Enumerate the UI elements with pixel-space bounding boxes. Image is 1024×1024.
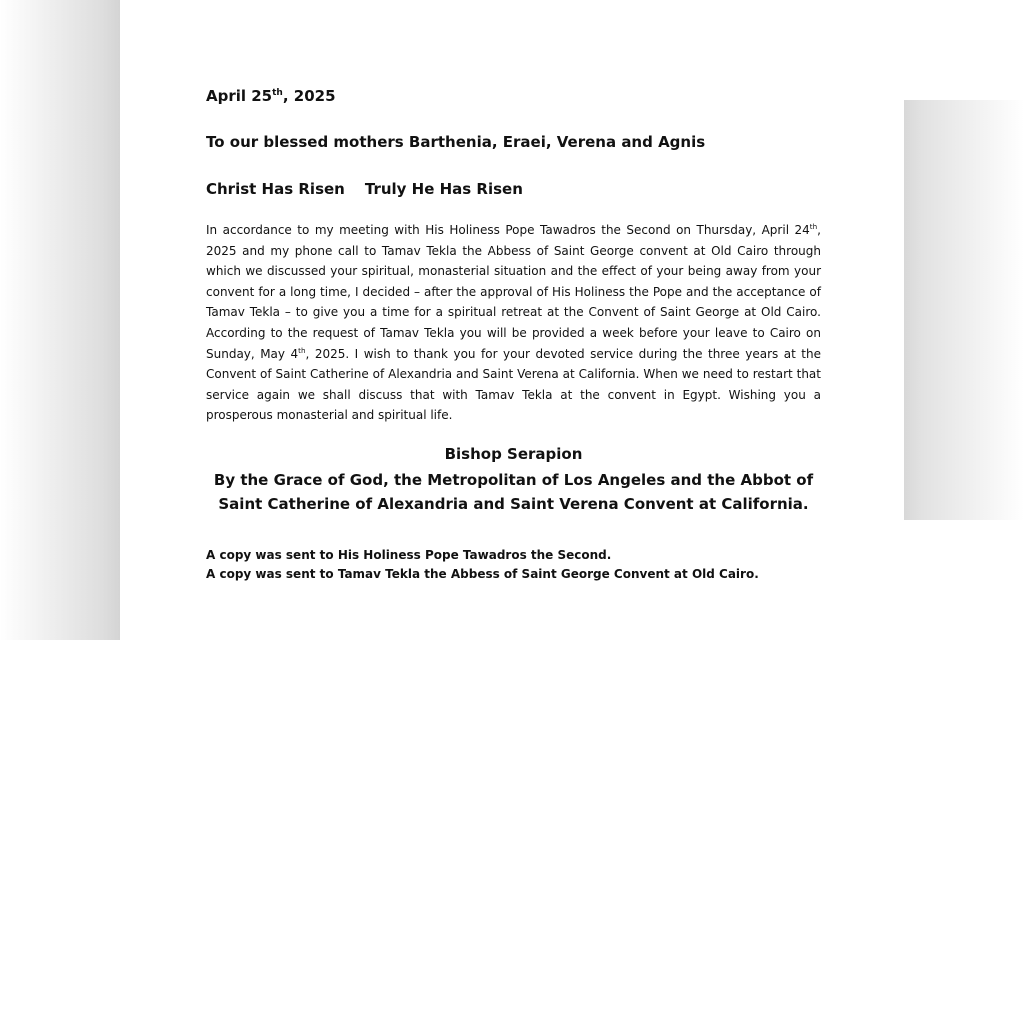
- letter-addressee: To our blessed mothers Barthenia, Eraei, Verena and Agnis: [206, 133, 706, 151]
- right-page-shadow: [904, 100, 1024, 520]
- letter: [206, 84, 821, 584]
- date-main: April 25: [206, 87, 273, 105]
- body-part-2: , 2025 and my phone call to Tamav Tekla the Abbess of Saint George convent at Old Cairo through which we discussed your spiritual, monasterial situation and the effect of your being away from your convent for a long time, I decided – after the approval of His Holiness the Pope and the acceptance of Tamav Tekla – to give you a time for a spiritual retreat at the Convent of Saint George at Old Cairo. According to the request of Tamav Tekla you will be provided a week before your leave to Cairo on Sunday, May 4: [206, 223, 821, 361]
- signature-block: [206, 442, 821, 516]
- greeting-right: Truly He Has Risen: [364, 180, 523, 198]
- letter-date: [206, 84, 821, 108]
- body-part-3: , 2025. I wish to thank you for your devoted service during the three years at the Convent of Saint Catherine of Alexandria and Saint Verena at California. When we need to restart that service again we shall discuss that with Tamav Tekla at the convent in Egypt. Wishing you a prosperous monasterial and spiritual life.: [206, 346, 821, 423]
- date-year: , 2025: [282, 87, 336, 105]
- letter-body: [206, 220, 821, 426]
- body-ordinal-2: th: [298, 345, 306, 355]
- greeting-left: Christ Has Risen: [206, 180, 345, 198]
- body-ordinal-1: th: [809, 222, 818, 231]
- body-part-1: In accordance to my meeting with His Holiness Pope Tawadros the Second on Thursday, April 24: [206, 223, 810, 237]
- signature-name: Bishop Serapion: [444, 444, 583, 463]
- left-page-shadow: [0, 0, 120, 640]
- letter-greeting: [206, 177, 821, 201]
- copy-line-1: A copy was sent to His Holiness Pope Tawadros the Second.: [206, 547, 612, 562]
- date-ordinal: th: [272, 88, 283, 98]
- copies-list: [206, 546, 821, 584]
- signature-title: By the Grace of God, the Metropolitan of Los Angeles and the Abbot of Saint Catherine of Alexandria and Saint Verena Convent at California.: [213, 470, 814, 513]
- copy-line-2: A copy was sent to Tamav Tekla the Abbess of Saint George Convent at Old Cairo.: [206, 566, 759, 581]
